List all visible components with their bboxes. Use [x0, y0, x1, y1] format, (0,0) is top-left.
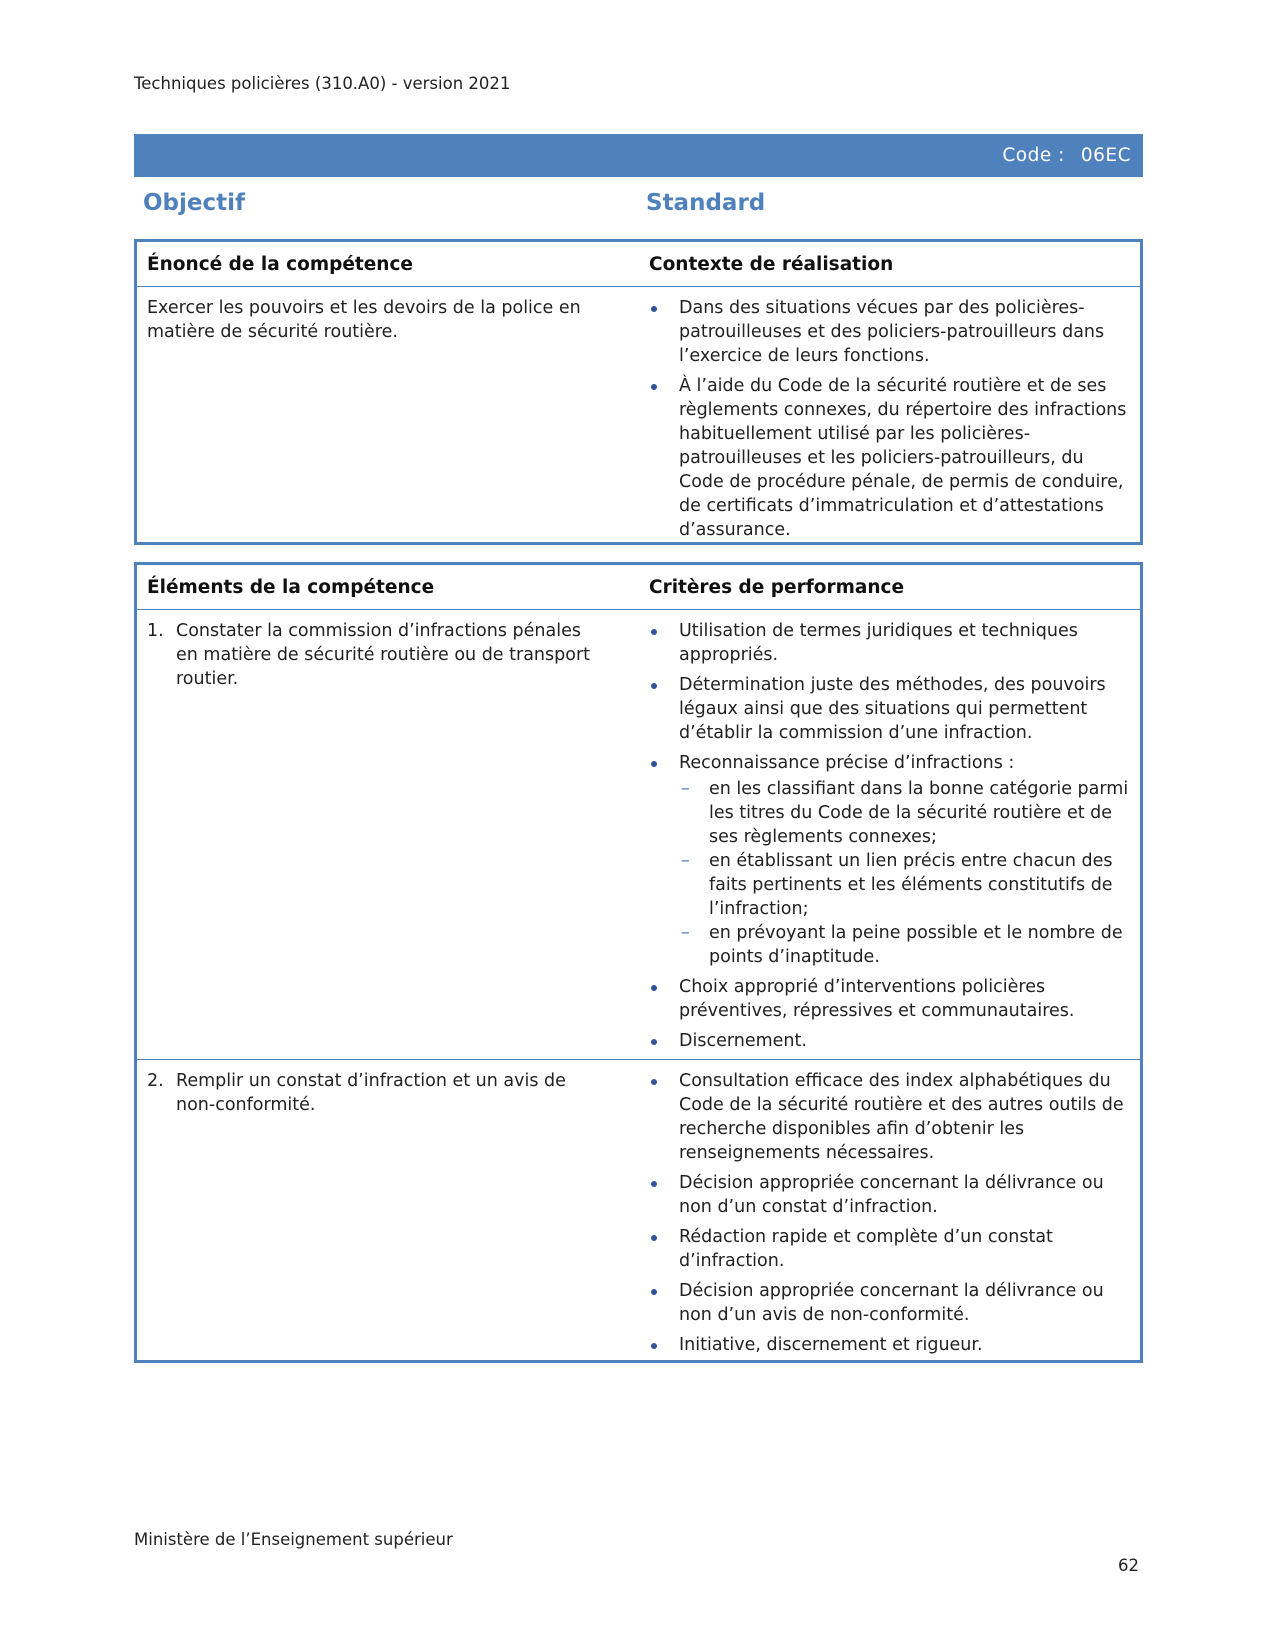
bullet-icon [651, 985, 657, 991]
list-item [649, 673, 1129, 745]
list-item-text: Décision appropriée concernant la délivrance ou non d’un avis de non-conformité. [679, 1281, 1104, 1325]
contexte-header: Contexte de réalisation [649, 254, 894, 275]
sub-list-item [679, 849, 1129, 921]
enonce-text: Exercer les pouvoirs et les devoirs de la police en matière de sécurité routière. [147, 298, 581, 342]
bullet-icon [651, 1079, 657, 1085]
list-item-text: Choix approprié d’interventions policières préventives, répressives et communautaires. [679, 977, 1075, 1021]
list-item [649, 751, 1129, 969]
table-row [137, 610, 1140, 1060]
code-bar [134, 134, 1143, 177]
element-text: Constater la commission d’infractions pénales en matière de sécurité routière ou de transport routier. [176, 621, 591, 689]
bullet-icon [651, 306, 657, 312]
list-item [649, 1029, 1129, 1053]
bullet-icon [651, 1039, 657, 1045]
list-item-text: Utilisation de termes juridiques et techniques appropriés. [679, 621, 1078, 665]
objectif-heading: Objectif [143, 190, 246, 216]
criteria-list [649, 1060, 1129, 1363]
running-header: Techniques policières (310.A0) - version 2021 [134, 74, 511, 93]
table-header-row [137, 242, 1140, 287]
element-number: 2. [147, 1071, 164, 1091]
competence-elements-table [134, 562, 1143, 1363]
element-number: 1. [147, 621, 164, 641]
list-item-text: Dans des situations vécues par des policières-patrouilleuses et des policiers-patrouilleurs dans l’exercice de leurs fonctions. [679, 298, 1105, 366]
list-item [649, 1333, 1129, 1357]
sub-list-item [679, 777, 1129, 849]
element-cell [147, 1060, 607, 1117]
page-number: 62 [1118, 1556, 1139, 1575]
criteres-header: Critères de performance [649, 577, 905, 598]
list-item-text: Décision appropriée concernant la délivrance ou non d’un constat d’infraction. [679, 1173, 1104, 1217]
list-item-text: Reconnaissance précise d’infractions : [679, 753, 1015, 773]
elements-header: Éléments de la compétence [147, 577, 435, 598]
dash-icon: – [681, 779, 690, 799]
section-titles [143, 190, 1143, 226]
table-row [137, 287, 1140, 542]
competence-statement-table [134, 239, 1143, 545]
list-item-text: Consultation efficace des index alphabétiques du Code de la sécurité routière et des autres outils de recherche disponibles afin d’obtenir les renseignements nécessaires. [679, 1071, 1124, 1163]
dash-icon: – [681, 851, 690, 871]
code-label: Code : [1002, 145, 1065, 166]
list-item [649, 296, 1129, 368]
footer-ministry: Ministère de l’Enseignement supérieur [134, 1530, 453, 1549]
bullet-icon [651, 683, 657, 689]
list-item-text: Rédaction rapide et complète d’un constat d’infraction. [679, 1227, 1053, 1271]
bullet-icon [651, 1343, 657, 1349]
element-cell [147, 610, 607, 691]
list-item-text: À l’aide du Code de la sécurité routière et de ses règlements connexes, du répertoire des infractions habituellement utilisé par les policières-patrouilleuses et les policiers-patrouilleurs, du Code de procédure pénale, de permis de conduire, de certificats d’immatriculation et d’attestations d’assurance. [679, 376, 1127, 540]
sub-list-item-text: en prévoyant la peine possible et le nombre de points d’inaptitude. [709, 923, 1123, 967]
list-item [649, 374, 1129, 542]
list-item [649, 975, 1129, 1023]
sub-list-item-text: en les classifiant dans la bonne catégorie parmi les titres du Code de la sécurité routière et de ses règlements connexes; [709, 779, 1129, 847]
list-item-text: Initiative, discernement et rigueur. [679, 1335, 983, 1355]
list-item [649, 1225, 1129, 1273]
contexte-list [649, 287, 1129, 548]
list-item-text: Détermination juste des méthodes, des pouvoirs légaux ainsi que des situations qui permettent d’établir la commission d’une infraction. [679, 675, 1106, 743]
table-row [137, 1060, 1140, 1360]
list-item [649, 1171, 1129, 1219]
list-item [649, 1279, 1129, 1327]
table-header-row [137, 565, 1140, 610]
criteria-list [649, 610, 1129, 1059]
bullet-icon [651, 384, 657, 390]
dash-icon: – [681, 923, 690, 943]
sub-list-item-text: en établissant un lien précis entre chacun des faits pertinents et les éléments constitutifs de l’infraction; [709, 851, 1113, 919]
element-text: Remplir un constat d’infraction et un avis de non-conformité. [176, 1071, 566, 1115]
list-item-text: Discernement. [679, 1031, 807, 1051]
bullet-icon [651, 1181, 657, 1187]
code-value: 06EC [1080, 145, 1131, 166]
list-item [649, 619, 1129, 667]
enonce-header: Énoncé de la compétence [147, 254, 413, 275]
bullet-icon [651, 1235, 657, 1241]
bullet-icon [651, 1289, 657, 1295]
standard-heading: Standard [646, 190, 766, 216]
list-item [649, 1069, 1129, 1165]
bullet-icon [651, 629, 657, 635]
sub-list-item [679, 921, 1129, 969]
bullet-icon [651, 761, 657, 767]
